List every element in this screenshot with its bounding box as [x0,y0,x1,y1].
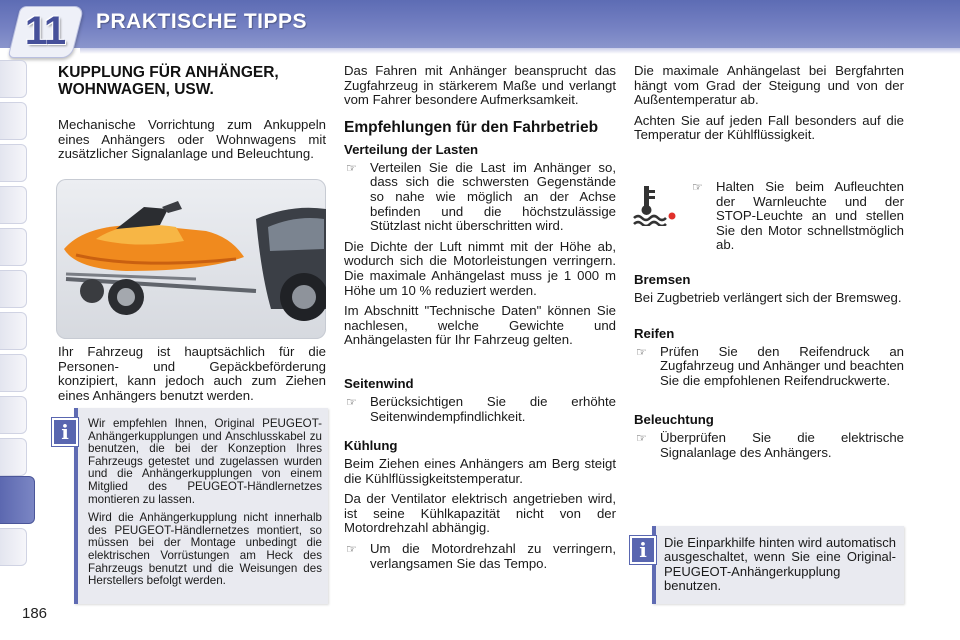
topic-heading-tyres: Reifen [634,325,675,341]
chapter-tab[interactable] [0,144,27,182]
topic-heading-cooling: Kühlung [344,438,398,454]
pointing-hand-icon: ☞ [692,180,703,194]
info-paragraph: Wird die Anhängerkupplung nicht innerhalb des PEUGEOT-Händlernetzes montiert, so müssen bei der Montage unbedingt die elektrischen Vorrüstungen am Heck des Fahrzeugs benutzt und die Weisungen des Herstellers befolgt werden. [88,511,322,588]
topic-heading-lighting: Beleuchtung [634,412,714,428]
column-1 [58,64,326,168]
body-paragraph: Da der Ventilator elektrisch angetrieben wird, ist seine Kühlkapazität nicht von der Motordrehzahl abhängig. [344,491,616,536]
pointing-hand-icon: ☞ [346,160,357,175]
bullet-item: ☞ Halten Sie beim Aufleuchten der Warnleuchte und der STOP-Leuchte an und stellen Sie den Motor schnellstmöglich ab. [692,179,904,253]
topic-heading-crosswind: Seitenwind [344,375,414,391]
chapter-tabs [0,60,30,580]
column-1-lower [58,345,326,409]
info-box-right [652,526,904,604]
body-paragraph: Die Dichte der Luft nimmt mit der Höhe ab, wodurch sich die Motorleistungen verringern. Die maximale Anhängelast muss je 1 000 m Höhe um 10 % reduziert werden. [344,238,616,298]
body-paragraph: Im Abschnitt "Technische Daten" können Sie nachlesen, welche Gewichte und Anhängelasten für Ihr Fahrzeug gelten. [344,303,616,348]
page-title: PRAKTISCHE TIPPS [96,10,308,33]
chapter-tab-active[interactable] [0,476,35,524]
bullet-item: ☞ Verteilen Sie die Last im Anhänger so, dass sich die schwersten Gegenstände so nahe wie möglich an der Achse befinden und die höchstzulässige Stützlast nicht überschritten wird. [346,159,616,234]
pointing-hand-icon: ☞ [636,431,647,446]
pointing-hand-icon: ☞ [346,542,357,557]
chapter-tab[interactable] [0,60,27,98]
body-paragraph: Ihr Fahrzeug ist hauptsächlich für die Personen- und Gepäckbeförderung konzipiert, kann jedoch auch zum Ziehen eines Anhängers benutzt werden. [58,344,326,403]
topic-heading-brakes: Bremsen [634,272,691,287]
chapter-tab[interactable] [0,102,27,140]
bullet-item: ☞ Prüfen Sie den Reifendruck an Zugfahrzeug und Anhänger und beachten Sie die empfohlenen Reifendruckwerte. [636,343,904,388]
info-paragraph: Die Einparkhilfe hinten wird automatisch ausgeschaltet, wenn Sie eine Original-PEUGEOT-Anhängerkupplung benutzen. [664,535,896,594]
info-box-left [74,408,328,604]
body-paragraph: Achten Sie auf jeden Fall besonders auf die Temperatur der Kühlflüssigkeit. [634,112,904,143]
chapter-tab[interactable] [0,528,27,566]
chapter-tab[interactable] [0,228,27,266]
chapter-tab[interactable] [0,270,27,308]
body-paragraph: Beim Ziehen eines Anhängers am Berg steigt die Kühlflüssigkeitstemperatur. [344,456,616,486]
bullet-item: ☞ Überprüfen Sie die elektrische Signalanlage des Anhängers. [636,430,904,460]
chapter-tab[interactable] [0,354,27,392]
info-icon: i [52,418,78,446]
intro-paragraph: Das Fahren mit Anhänger beansprucht das Zugfahrzeug in stärkerem Maße und verlangt vom Fahrer besondere Aufmerksamkeit. [344,63,616,108]
section-subheading: Empfehlungen für den Fahrbetrieb [344,118,599,136]
intro-paragraph: Mechanische Vorrichtung zum Ankuppeln eines Anhängers oder Wohnwagens mit zusätzlicher Signalanlage und Beleuchtung. [58,117,326,162]
body-paragraph: Bei Zugbetrieb verlängert sich der Bremsweg. [634,290,902,305]
section-heading: KUPPLUNG FÜR ANHÄNGER, WOHNWAGEN, USW. [58,64,279,98]
column-3-lower [634,272,904,467]
chapter-number: 11 [24,9,66,53]
pointing-hand-icon: ☞ [346,394,357,409]
bullet-item: ☞ Um die Motordrehzahl zu verringern, verlangsamen Sie das Tempo. [346,541,616,571]
pointing-hand-icon: ☞ [636,344,647,359]
info-icon: i [630,536,656,564]
chapter-tab[interactable] [0,312,27,350]
header-underline [80,48,960,54]
chapter-tab[interactable] [0,396,27,434]
info-paragraph: Wir empfehlen Ihnen, Original PEUGEOT-Anhängerkupplungen und Anschlusskabel zu benutzen, die bei der Konzeption Ihres Fahrzeugs getestet und zugelassen wurden und die Anhängerkupplungen von einem Mitglied des PEUGEOT-Händlernetzes montieren zu lassen. [88,417,322,506]
page-number: 186 [22,605,48,622]
jetski-trailer-illustration [56,179,326,339]
chapter-tab[interactable] [0,438,27,476]
body-paragraph: Die maximale Anhängelast bei Bergfahrten hängt vom Grad der Steigung und von der Außentemperatur ab. [634,63,904,108]
column-3 [634,64,904,149]
chapter-tab[interactable] [0,186,27,224]
column-2 [344,64,616,577]
coolant-temperature-warning-icon [632,180,678,226]
warning-note [690,180,904,259]
bullet-item: ☞ Berücksichtigen Sie die erhöhte Seitenwindempfindlichkeit. [346,393,616,424]
topic-heading-loads: Verteilung der Lasten [344,141,479,157]
jetski-trailer-image [56,179,326,339]
